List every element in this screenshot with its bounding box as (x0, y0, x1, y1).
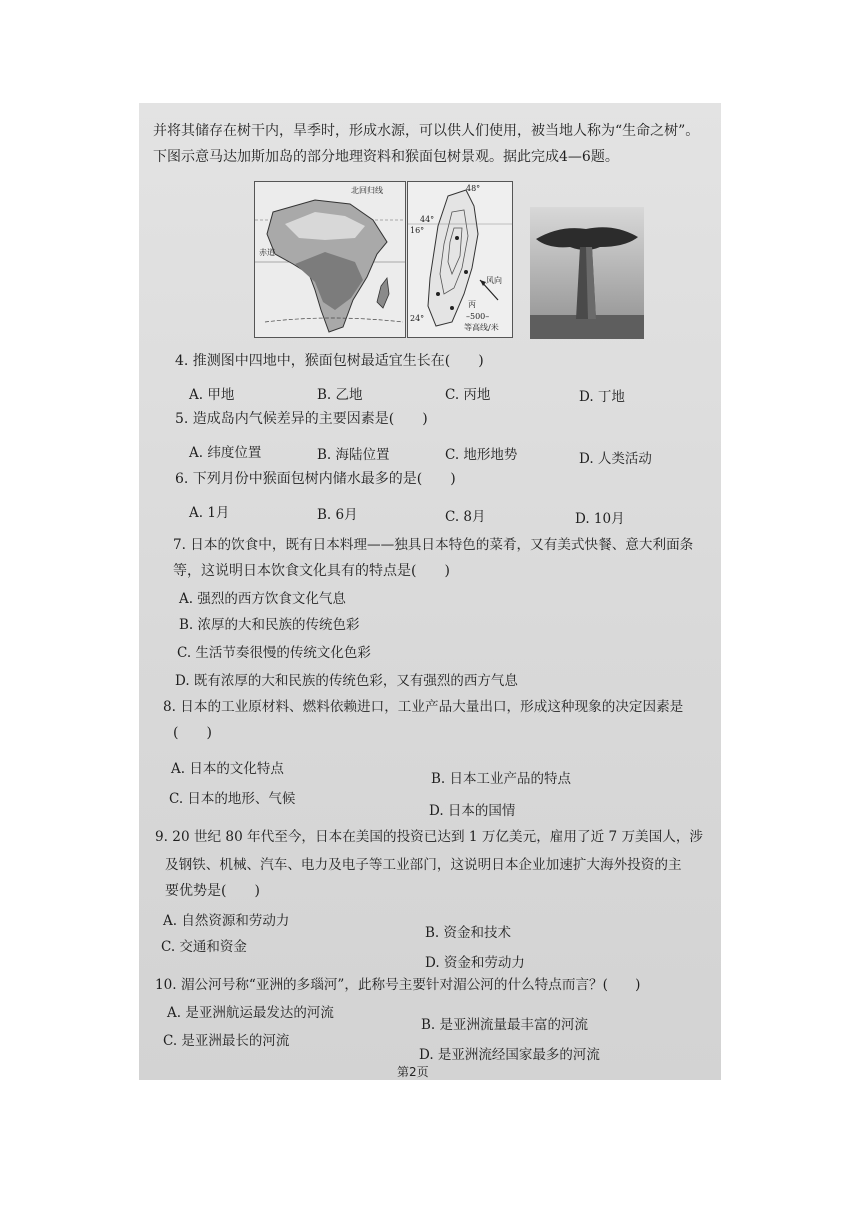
baobab-tree-image (530, 207, 644, 339)
question-9-stem-line-2: 及钢铁、机械、汽车、电力及电子等工业部门，这说明日本企业加速扩大海外投资的主 (165, 857, 682, 873)
question-9-stem-line-3: 要优势是( ) (165, 883, 260, 899)
latitude-16-label: 16° (410, 226, 425, 235)
tropic-label: 北回归线 (351, 186, 383, 195)
question-6-option-b: B. 6月 (317, 507, 358, 523)
question-8-option-c: C. 日本的地形、气候 (169, 791, 296, 807)
intro-line-1: 并将其储存在树干内，旱季时，形成水源，可以供人们使用，被当地人称为“生命之树”。 (153, 123, 700, 139)
question-10-stem: 10. 湄公河号称“亚洲的多瑙河”，此称号主要针对湄公河的什么特点而言？( ) (155, 977, 641, 993)
wind-direction-label: 风向 (486, 276, 502, 285)
question-4-option-a: A. 甲地 (189, 387, 235, 403)
question-8-stem-line-1: 8. 日本的工业原材料、燃料依赖进口，工业产品大量出口，形成这种现象的决定因素是 (163, 699, 684, 715)
question-10-option-d: D. 是亚洲流经国家最多的河流 (419, 1047, 600, 1063)
question-4-option-b: B. 乙地 (317, 387, 363, 403)
question-7-option-c: C. 生活节奏很慢的传统文化色彩 (177, 645, 371, 661)
place-bing-label: 丙 (468, 300, 476, 309)
question-8-option-a: A. 日本的文化特点 (171, 761, 284, 777)
question-5-stem: 5. 造成岛内气候差异的主要因素是( ) (175, 411, 428, 427)
africa-map-graphic (255, 182, 405, 337)
question-4-stem: 4. 推测图中四地中，猴面包树最适宜生长在( ) (175, 353, 484, 369)
exam-page (139, 103, 721, 1080)
page-number: 第2页 (397, 1065, 429, 1079)
baobab-photo (530, 207, 644, 339)
question-7-stem-line-1: 7. 日本的饮食中，既有日本料理——独具日本特色的菜肴，又有美式快餐、意大利面条 (173, 537, 694, 553)
question-8-stem-line-2: ( ) (173, 725, 212, 741)
question-9-option-a: A. 自然资源和劳动力 (163, 913, 290, 929)
question-8-option-d: D. 日本的国情 (429, 803, 516, 819)
question-9-stem-line-1: 9. 20 世纪 80 年代至今，日本在美国的投资已达到 1 万亿美元，雇用了近 7 万美国人，涉 (155, 829, 704, 845)
question-7-stem-line-2: 等，这说明日本饮食文化具有的特点是( ) (173, 563, 450, 579)
question-6-option-d: D. 10月 (575, 511, 625, 527)
question-5-option-a: A. 纬度位置 (189, 445, 262, 461)
question-6-option-a: A. 1月 (189, 505, 230, 521)
question-6-stem: 6. 下列月份中猴面包树内储水最多的是( ) (175, 471, 456, 487)
question-10-option-c: C. 是亚洲最长的河流 (163, 1033, 290, 1049)
question-4-option-d: D. 丁地 (579, 389, 625, 405)
question-9-option-d: D. 资金和劳动力 (425, 955, 525, 971)
question-9-option-b: B. 资金和技术 (425, 925, 512, 941)
contour-legend: –500– (466, 312, 490, 321)
question-5-option-d: D. 人类活动 (579, 451, 652, 467)
longitude-44-label: 44° (420, 215, 435, 224)
question-7-option-d: D. 既有浓厚的大和民族的传统色彩，又有强烈的西方气息 (175, 673, 518, 689)
africa-map (254, 181, 406, 338)
question-9-option-c: C. 交通和资金 (161, 939, 247, 955)
intro-line-2: 下图示意马达加斯加岛的部分地理资料和猴面包树景观。据此完成4—6题。 (153, 149, 619, 165)
madagascar-map (407, 181, 513, 338)
question-8-option-b: B. 日本工业产品的特点 (431, 771, 572, 787)
longitude-48-label: 48° (466, 184, 481, 193)
question-10-option-a: A. 是亚洲航运最发达的河流 (167, 1005, 334, 1021)
latitude-24-label: 24° (410, 314, 425, 323)
contour-legend-caption: 等高线/米 (464, 323, 499, 332)
question-5-option-c: C. 地形地势 (445, 447, 518, 463)
question-7-option-a: A. 强烈的西方饮食文化气息 (179, 591, 346, 607)
question-10-option-b: B. 是亚洲流量最丰富的河流 (421, 1017, 589, 1033)
question-6-option-c: C. 8月 (445, 509, 486, 525)
question-4-option-c: C. 丙地 (445, 387, 491, 403)
question-7-option-b: B. 浓厚的大和民族的传统色彩 (179, 617, 360, 633)
equator-label: 赤道 (259, 248, 275, 257)
question-5-option-b: B. 海陆位置 (317, 447, 390, 463)
